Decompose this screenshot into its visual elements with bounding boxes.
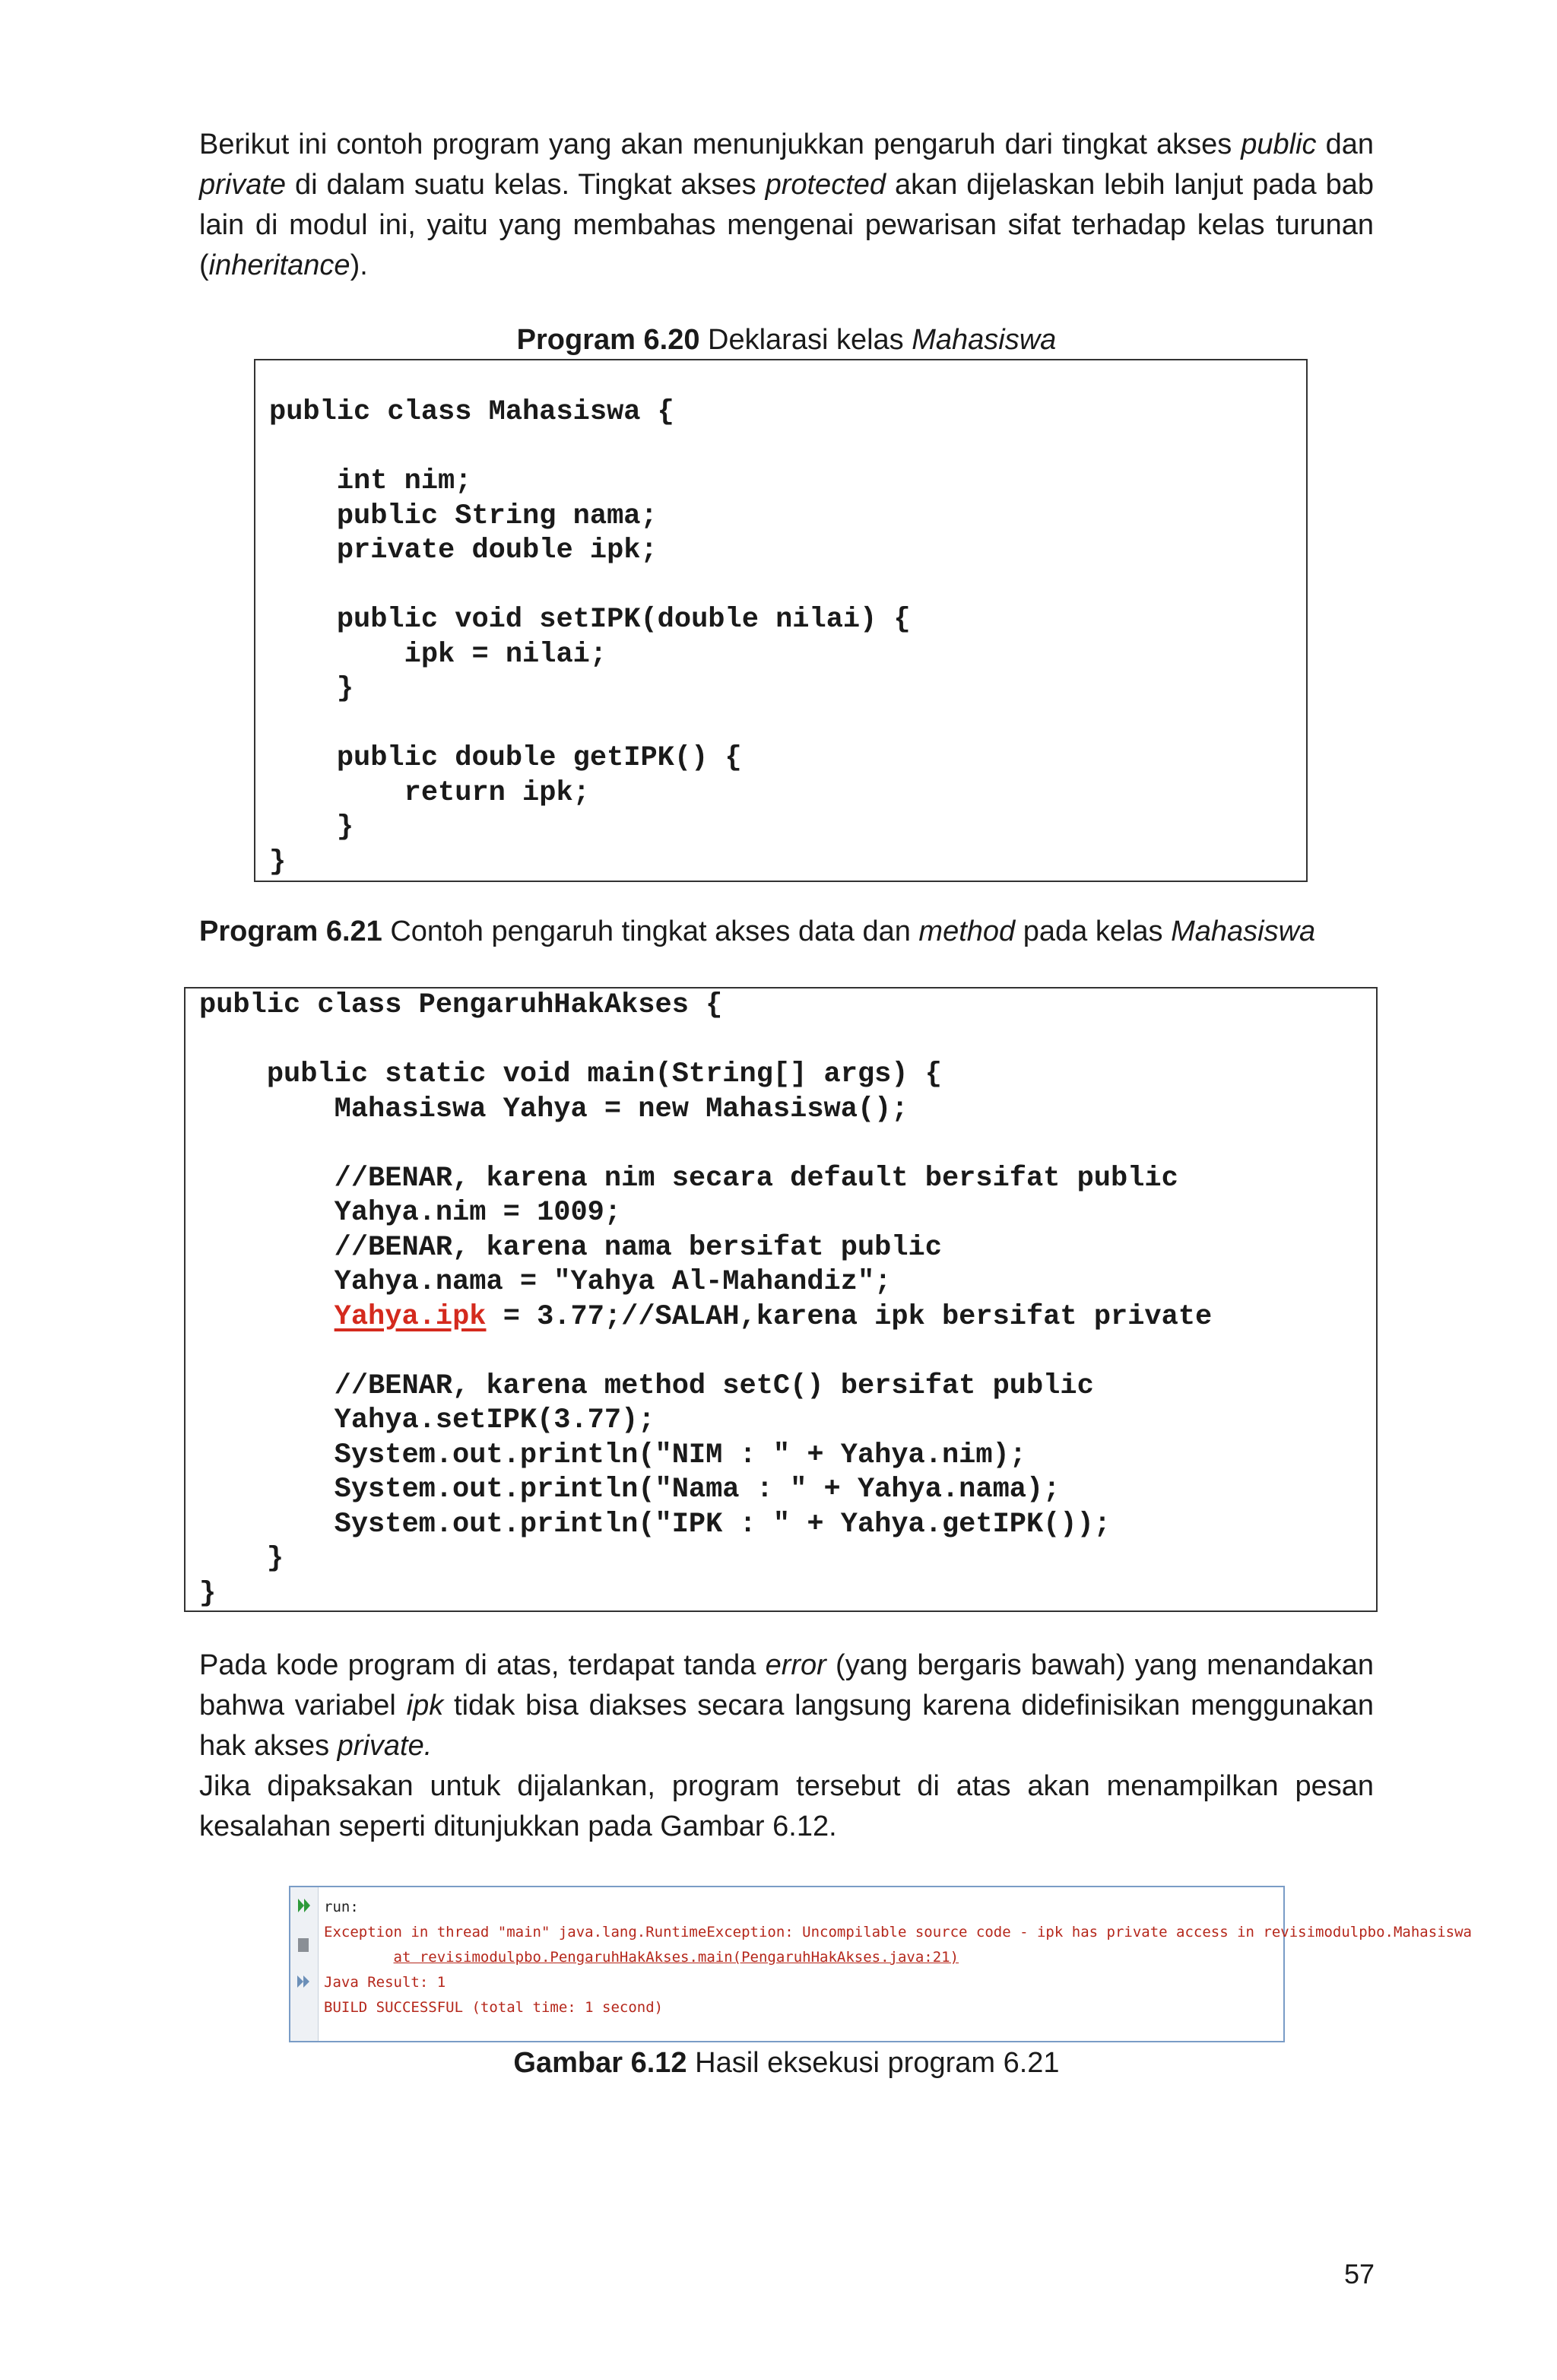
intro-text: dan	[1316, 129, 1374, 160]
code-621-part: public class PengaruhHakAkses { public static void main(String[] args) { Mahasiswa Yahya = new Mahasiswa(); //BENAR, karena nim secara default bersifat public Yahya.nim = 1009; //BENAR, karena nama bersifat public Yahya.nama = "Yahya Al-Mahandiz";	[199, 989, 1178, 1298]
code-error-token: Yahya.ipk	[334, 1300, 487, 1333]
code-block-621	[184, 987, 1378, 1612]
program-621-caption	[199, 914, 1374, 949]
caption-label: Gambar 6.12	[513, 2047, 687, 2079]
caption-label: Program 6.20	[516, 324, 700, 356]
program-620-caption	[199, 322, 1374, 357]
caption-text: Deklarasi kelas	[699, 324, 912, 356]
error-para-italic-ipk: ipk	[406, 1690, 444, 1722]
console-line-exception: Exception in thread "main" java.lang.RuntimeException: Uncompilable source code - ipk has private access in revisimodulpbo.Mahasiswa	[324, 1924, 1472, 1940]
intro-text: Berikut ini contoh program yang akan menunjukkan pengaruh dari tingkat akses	[199, 129, 1241, 160]
run-paragraph: Jika dipaksakan untuk dijalankan, program tersebut di atas akan menampilkan pesan kesalahan seperti ditunjukkan pada Gambar 6.12.	[199, 1770, 1374, 1842]
error-para-text: tidak bisa diakses secara langsung karena didefinisikan menggunakan hak akses	[199, 1690, 1374, 1762]
intro-paragraph	[199, 125, 1374, 286]
code-block-620	[254, 359, 1308, 882]
intro-text: akan dijelaskan lebih lanjut pada bab lain di modul ini, yaitu yang membahas mengenai pewarisan sifat terhadap kelas turunan (	[199, 169, 1374, 281]
error-paragraph	[199, 1645, 1374, 1766]
intro-text: ).	[350, 249, 368, 281]
intro-italic-private: private	[199, 169, 287, 201]
console-line-stacktrace-link[interactable]: at revisimodulpbo.PengaruhHakAkses.main(PengaruhHakAkses.java:21)	[393, 1949, 959, 1966]
caption-text: pada kelas	[1015, 916, 1172, 947]
console-line-build: BUILD SUCCESSFUL (total time: 1 second)	[324, 1999, 664, 2016]
code-620: public class Mahasiswa { int nim; public String nama; private double ipk; public void setIPK(double nilai) { ipk = nilai; } public double getIPK() { return ipk; } }	[269, 396, 911, 878]
error-para-italic-private: private.	[337, 1730, 433, 1762]
caption-italic-mahasiswa: Mahasiswa	[1171, 916, 1316, 947]
console-toolbar	[290, 1887, 319, 2041]
figure-612-caption	[199, 2045, 1374, 2080]
run-icon[interactable]	[295, 1896, 313, 1915]
code-621-part: = 3.77;//SALAH,karena ipk bersifat private //BENAR, karena method setC() bersifat public Yahya.setIPK(3.77); System.out.println("NIM : " + Yahya.nim); System.out.println("Nama : " + Yahya.nama); System.out.println("IPK : " + Yahya.getIPK()); } }	[199, 1300, 1213, 1610]
page-number: 57	[1343, 2258, 1375, 2290]
caption-italic: Mahasiswa	[912, 324, 1057, 356]
intro-italic-public: public	[1241, 129, 1317, 160]
intro-text: di dalam suatu kelas. Tingkat akses	[286, 169, 766, 201]
error-para-italic-error: error	[765, 1649, 826, 1681]
caption-italic-method: method	[918, 916, 1016, 947]
rerun-icon[interactable]	[295, 1972, 313, 1991]
console-line-java-result: Java Result: 1	[324, 1974, 446, 1991]
error-para-text: Pada kode program di atas, terdapat tanda	[199, 1649, 766, 1681]
output-console-figure	[289, 1886, 1472, 2042]
intro-italic-inheritance: inheritance	[208, 249, 350, 281]
console-line-run: run:	[324, 1899, 359, 1915]
intro-italic-protected: protected	[765, 169, 886, 201]
caption-text: Hasil eksekusi program 6.21	[687, 2047, 1060, 2079]
code-621	[199, 988, 1212, 1611]
caption-label: Program 6.21	[199, 916, 382, 947]
error-para-text: (yang bergaris bawah) yang menandakan bahwa variabel	[199, 1649, 1374, 1722]
caption-text: Contoh pengaruh tingkat akses data dan	[382, 916, 919, 947]
console-output	[324, 1895, 1472, 2020]
stop-icon[interactable]	[295, 1936, 313, 1954]
